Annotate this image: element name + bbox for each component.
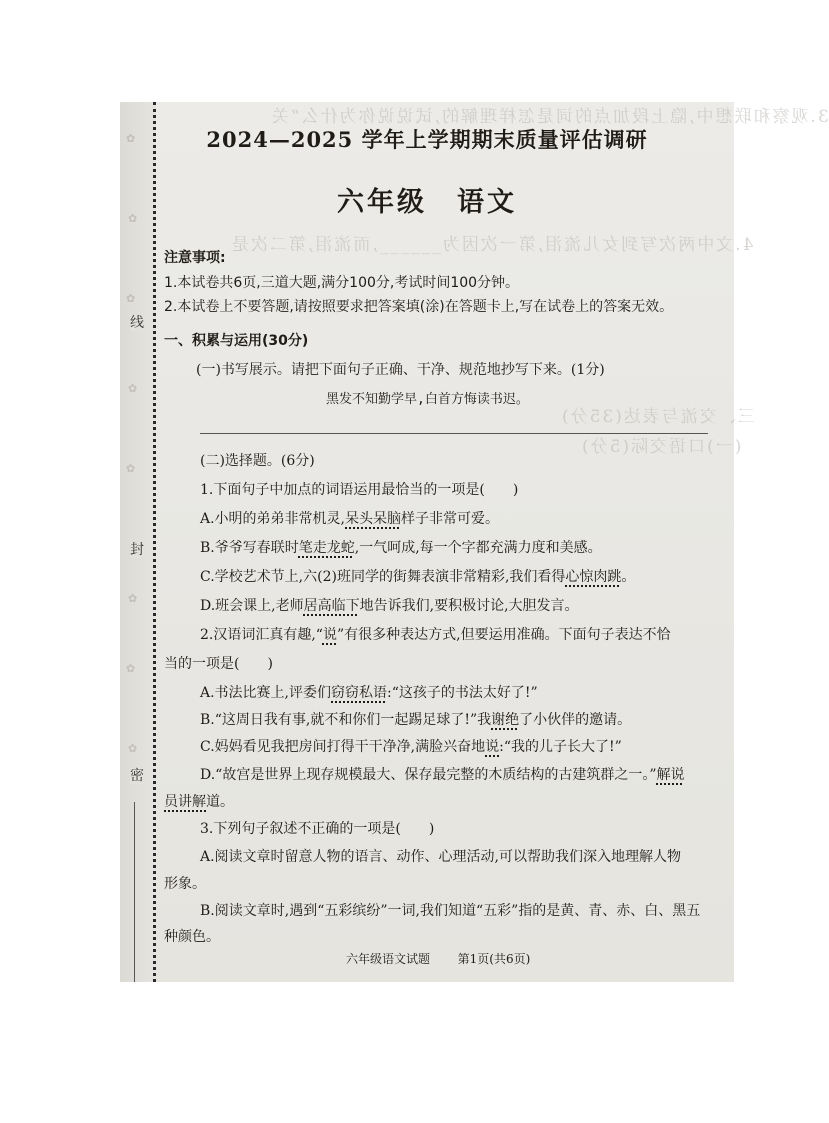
option-text: C.学校艺术节上,六(2)班同学的街舞表演非常精彩,我们看得: [200, 569, 566, 585]
option-text: C.妈妈看见我把房间打得干干净净,满脸兴奋地: [200, 739, 486, 755]
footer-page-number: 第1页(共6页): [457, 952, 531, 966]
dotted-word: 呆头呆脑: [345, 511, 402, 527]
dotted-word: 心惊肉跳: [565, 569, 622, 585]
option-text: 了小伙伴的邀请。: [519, 712, 632, 728]
option-text: D.班会课上,老师: [200, 598, 304, 614]
option-text: 道。: [206, 794, 234, 810]
question-3-stem: 3.下列句子叙述不正确的一项是( ): [200, 821, 435, 837]
seal-line-char: 线: [130, 315, 144, 331]
exam-subtitle: 六年级 语文: [337, 187, 517, 218]
option-text: B.爷爷写春联时: [200, 540, 299, 556]
option-text: 地告诉我们,要积极讨论,大胆发言。: [359, 598, 579, 614]
q1-option-a[interactable]: [200, 508, 499, 528]
option-text: 。: [621, 569, 636, 585]
exam-title: 2024—2025 学年上学期期末质量评估调研: [206, 127, 648, 152]
option-text: D.“故宫是世界上现存规模最大、保存最完整的木质结构的古建筑群之一。”: [200, 767, 657, 783]
option-text: B.“这周日我有事,就不和你们一起踢足球了!”我: [200, 712, 492, 728]
question-2-stem-cont: 当的一项是( ): [164, 656, 273, 672]
q2-option-d[interactable]: [200, 764, 685, 784]
dotted-word: 解说: [656, 767, 685, 783]
seal-line-char: 封: [130, 542, 144, 558]
q1-option-b[interactable]: [200, 537, 602, 557]
dotted-word: 笔走龙蛇: [298, 540, 355, 556]
q3-option-b-cont: 种颜色。: [164, 929, 220, 945]
dotted-word: 说: [322, 627, 337, 643]
dotted-word: 居高临下: [303, 598, 360, 614]
bleed-through-text: (一)口语交际(5分): [580, 437, 742, 457]
dotted-word: 说: [485, 739, 500, 755]
q2-option-a[interactable]: [200, 682, 538, 702]
flower-decoration-icon: ✿: [128, 382, 138, 395]
flower-decoration-icon: ✿: [126, 462, 136, 475]
dotted-word: 窃窃私语: [331, 685, 388, 701]
notes-item: 2.本试卷上不要答题,请按照要求把答案填(涂)在答题卡上,写在试卷上的答案无效。: [164, 299, 674, 315]
q1-option-c[interactable]: [200, 566, 635, 586]
stem-text: 2.汉语词汇真有趣,“: [200, 627, 323, 643]
q3-option-a[interactable]: A.阅读文章时留意人物的语言、动作、心理活动,可以帮助我们深入地理解人物: [200, 849, 682, 865]
flower-decoration-icon: ✿: [126, 132, 136, 145]
bleed-through-text: 三、交流与表达(35分): [560, 407, 755, 427]
option-text: :“我的儿子长大了!”: [499, 739, 622, 755]
student-info-lines: [120, 802, 135, 982]
option-text: A.书法比赛上,评委们: [200, 685, 332, 701]
dotted-word: 谢绝: [491, 712, 520, 728]
q1-option-d[interactable]: [200, 595, 579, 615]
part2-heading: (二)选择题。(6分): [200, 453, 315, 469]
q2-option-b[interactable]: [200, 709, 631, 729]
exam-paper: [120, 102, 829, 982]
flower-decoration-icon: ✿: [126, 662, 136, 675]
page-footer: [346, 950, 530, 967]
handwriting-line[interactable]: [200, 433, 708, 434]
option-text: ,一气呵成,每一个字都充满力度和美感。: [354, 540, 602, 556]
notes-item: 1.本试卷共6页,三道大题,满分100分,考试时间100分钟。: [164, 275, 520, 291]
option-text: :“这孩子的书法太好了!”: [387, 685, 538, 701]
part1-heading: (一)书写展示。请把下面句子正确、干净、规范地抄写下来。(1分): [196, 362, 605, 378]
q2-option-d-cont: [164, 791, 234, 811]
bleed-through-text: 4.文中两次写到女儿流泪,第一次因为______,而流泪,第二次是: [230, 235, 754, 255]
q2-option-c[interactable]: [200, 736, 622, 756]
flower-decoration-icon: ✿: [126, 292, 136, 305]
q3-option-b[interactable]: B.阅读文章时,遇到“五彩缤纷”一词,我们知道“五彩”指的是黄、青、赤、白、黑五: [200, 903, 701, 919]
seal-line-char: 密: [130, 768, 144, 784]
question-1-stem: 1.下面句子中加点的词语运用最恰当的一项是( ): [200, 482, 519, 498]
flower-decoration-icon: ✿: [128, 212, 138, 225]
binding-dotted-line: [153, 102, 156, 982]
copy-sentence: 黑发不知勤学早,白首方悔读书迟。: [326, 392, 529, 407]
footer-subject: 六年级语文试题: [346, 952, 431, 966]
notes-heading: 注意事项:: [164, 250, 226, 266]
option-text: A.小明的弟弟非常机灵,: [200, 511, 346, 527]
section-heading: 一、积累与运用(30分): [164, 333, 309, 349]
flower-decoration-icon: ✿: [128, 592, 138, 605]
flower-decoration-icon: ✿: [128, 742, 138, 755]
dotted-word: 员讲解: [164, 794, 206, 810]
stem-text: ”有很多种表达方式,但要运用准确。下面句子表达不恰: [336, 627, 671, 643]
q3-option-a-cont: 形象。: [164, 876, 206, 892]
bleed-through-text: 3.观察和联想中,隐上段加点的词是怎样理解的,试说说你为什么“关: [270, 107, 829, 127]
question-2-stem: [200, 624, 671, 644]
option-text: 样子非常可爱。: [401, 511, 500, 527]
